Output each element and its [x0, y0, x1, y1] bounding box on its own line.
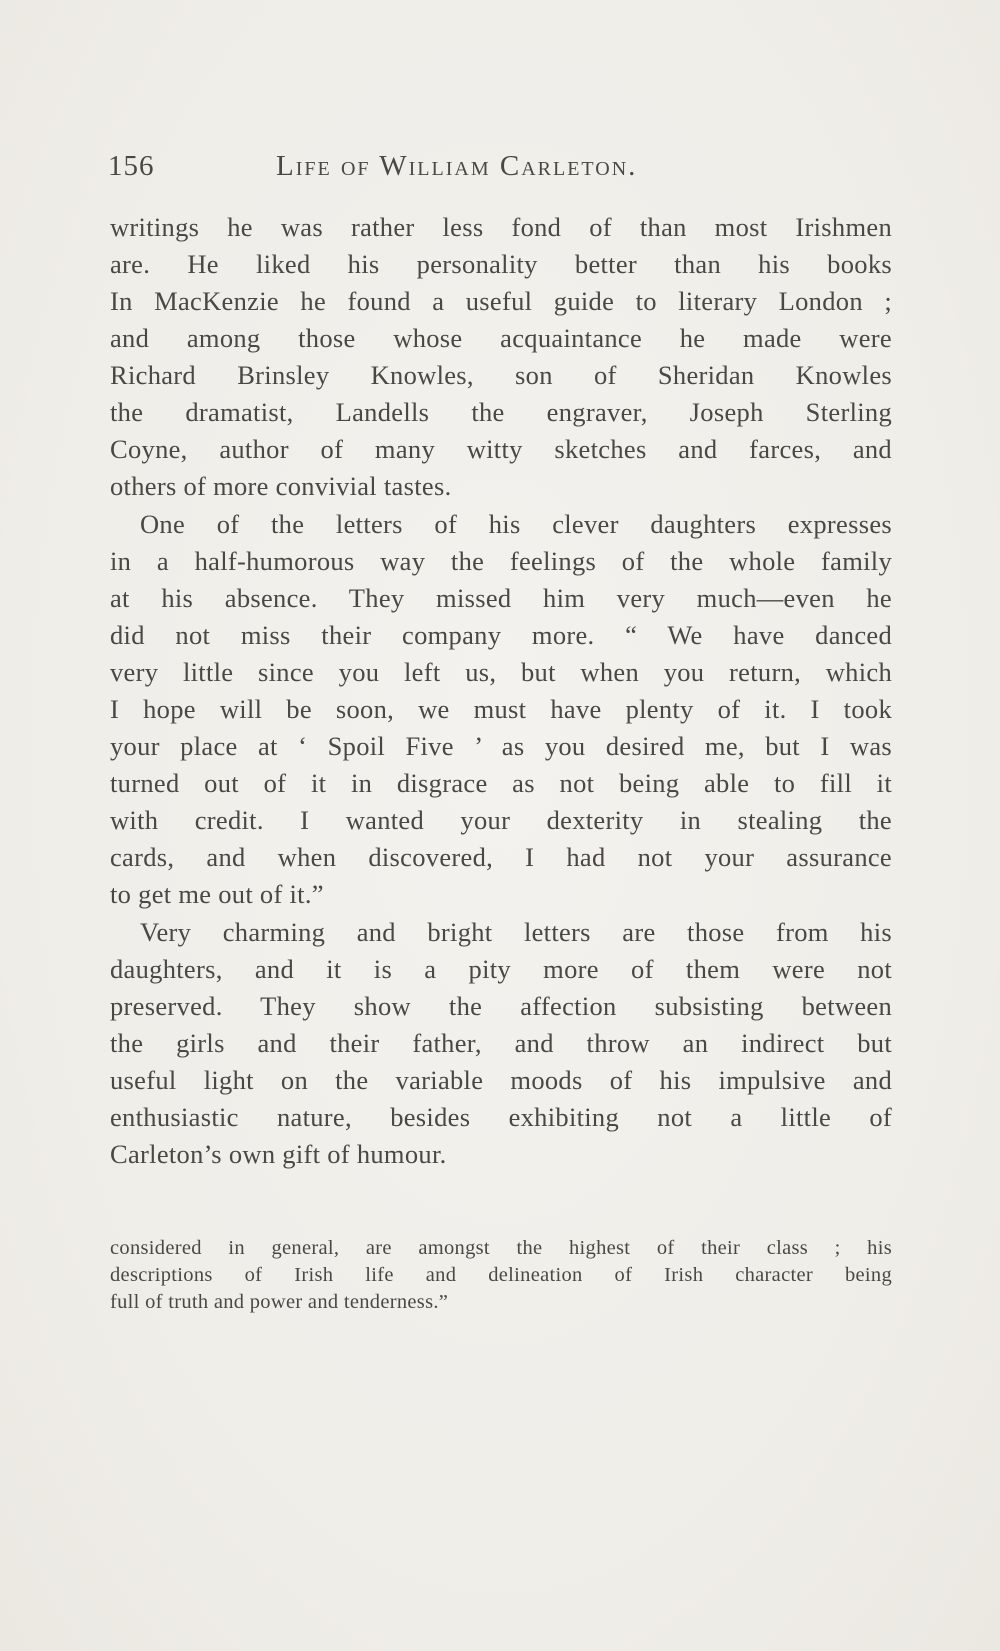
body-line: daughters, and it is a pity more of them were not [110, 954, 892, 984]
body-line: I hope will be soon, we must have plenty of it. I took [110, 694, 892, 724]
body-line: writings he was rather less fond of than most Irishmen [110, 212, 892, 242]
body-line: are. He liked his personality better than his books [110, 249, 892, 279]
body-line: the girls and their father, and throw an indirect but [110, 1028, 892, 1058]
body-line: very little since you left us, but when you return, which [110, 657, 892, 687]
body-line-indent: Very charming and bright letters are those from his [140, 917, 892, 947]
running-head: Life of William Carleton. [276, 150, 638, 182]
body-line-indent: One of the letters of his clever daughters expresses [140, 509, 892, 539]
body-line: in a half-humorous way the feelings of the whole family [110, 546, 892, 576]
body-line: useful light on the variable moods of his impulsive and [110, 1065, 892, 1095]
body-line: In MacKenzie he found a useful guide to literary London ; [110, 286, 892, 316]
body-line: Coyne, author of many witty sketches and farces, and [110, 434, 892, 464]
body-line: Carleton’s own gift of humour. [110, 1139, 447, 1169]
body-line: the dramatist, Landells the engraver, Joseph Sterling [110, 397, 892, 427]
body-line: to get me out of it.” [110, 879, 324, 909]
page-number: 156 [108, 150, 155, 182]
body-line: Richard Brinsley Knowles, son of Sheridan Knowles [110, 360, 892, 390]
body-line: turned out of it in disgrace as not being able to fill it [110, 768, 892, 798]
footnote-line: full of truth and power and tenderness.” [110, 1291, 449, 1313]
footnote-line: descriptions of Irish life and delineation of Irish character being [110, 1264, 892, 1286]
body-line: others of more convivial tastes. [110, 471, 452, 501]
footnote-line: considered in general, are amongst the highest of their class ; his [110, 1237, 892, 1259]
body-line: did not miss their company more. “ We have danced [110, 620, 892, 650]
body-line: at his absence. They missed him very much—even he [110, 583, 892, 613]
body-line: and among those whose acquaintance he made were [110, 323, 892, 353]
page-header [108, 150, 890, 190]
body-line: with credit. I wanted your dexterity in stealing the [110, 805, 892, 835]
body-line: enthusiastic nature, besides exhibiting not a little of [110, 1102, 892, 1132]
body-line: cards, and when discovered, I had not your assurance [110, 842, 892, 872]
body-line: your place at ‘ Spoil Five ’ as you desired me, but I was [110, 731, 892, 761]
body-line: preserved. They show the affection subsisting between [110, 991, 892, 1021]
